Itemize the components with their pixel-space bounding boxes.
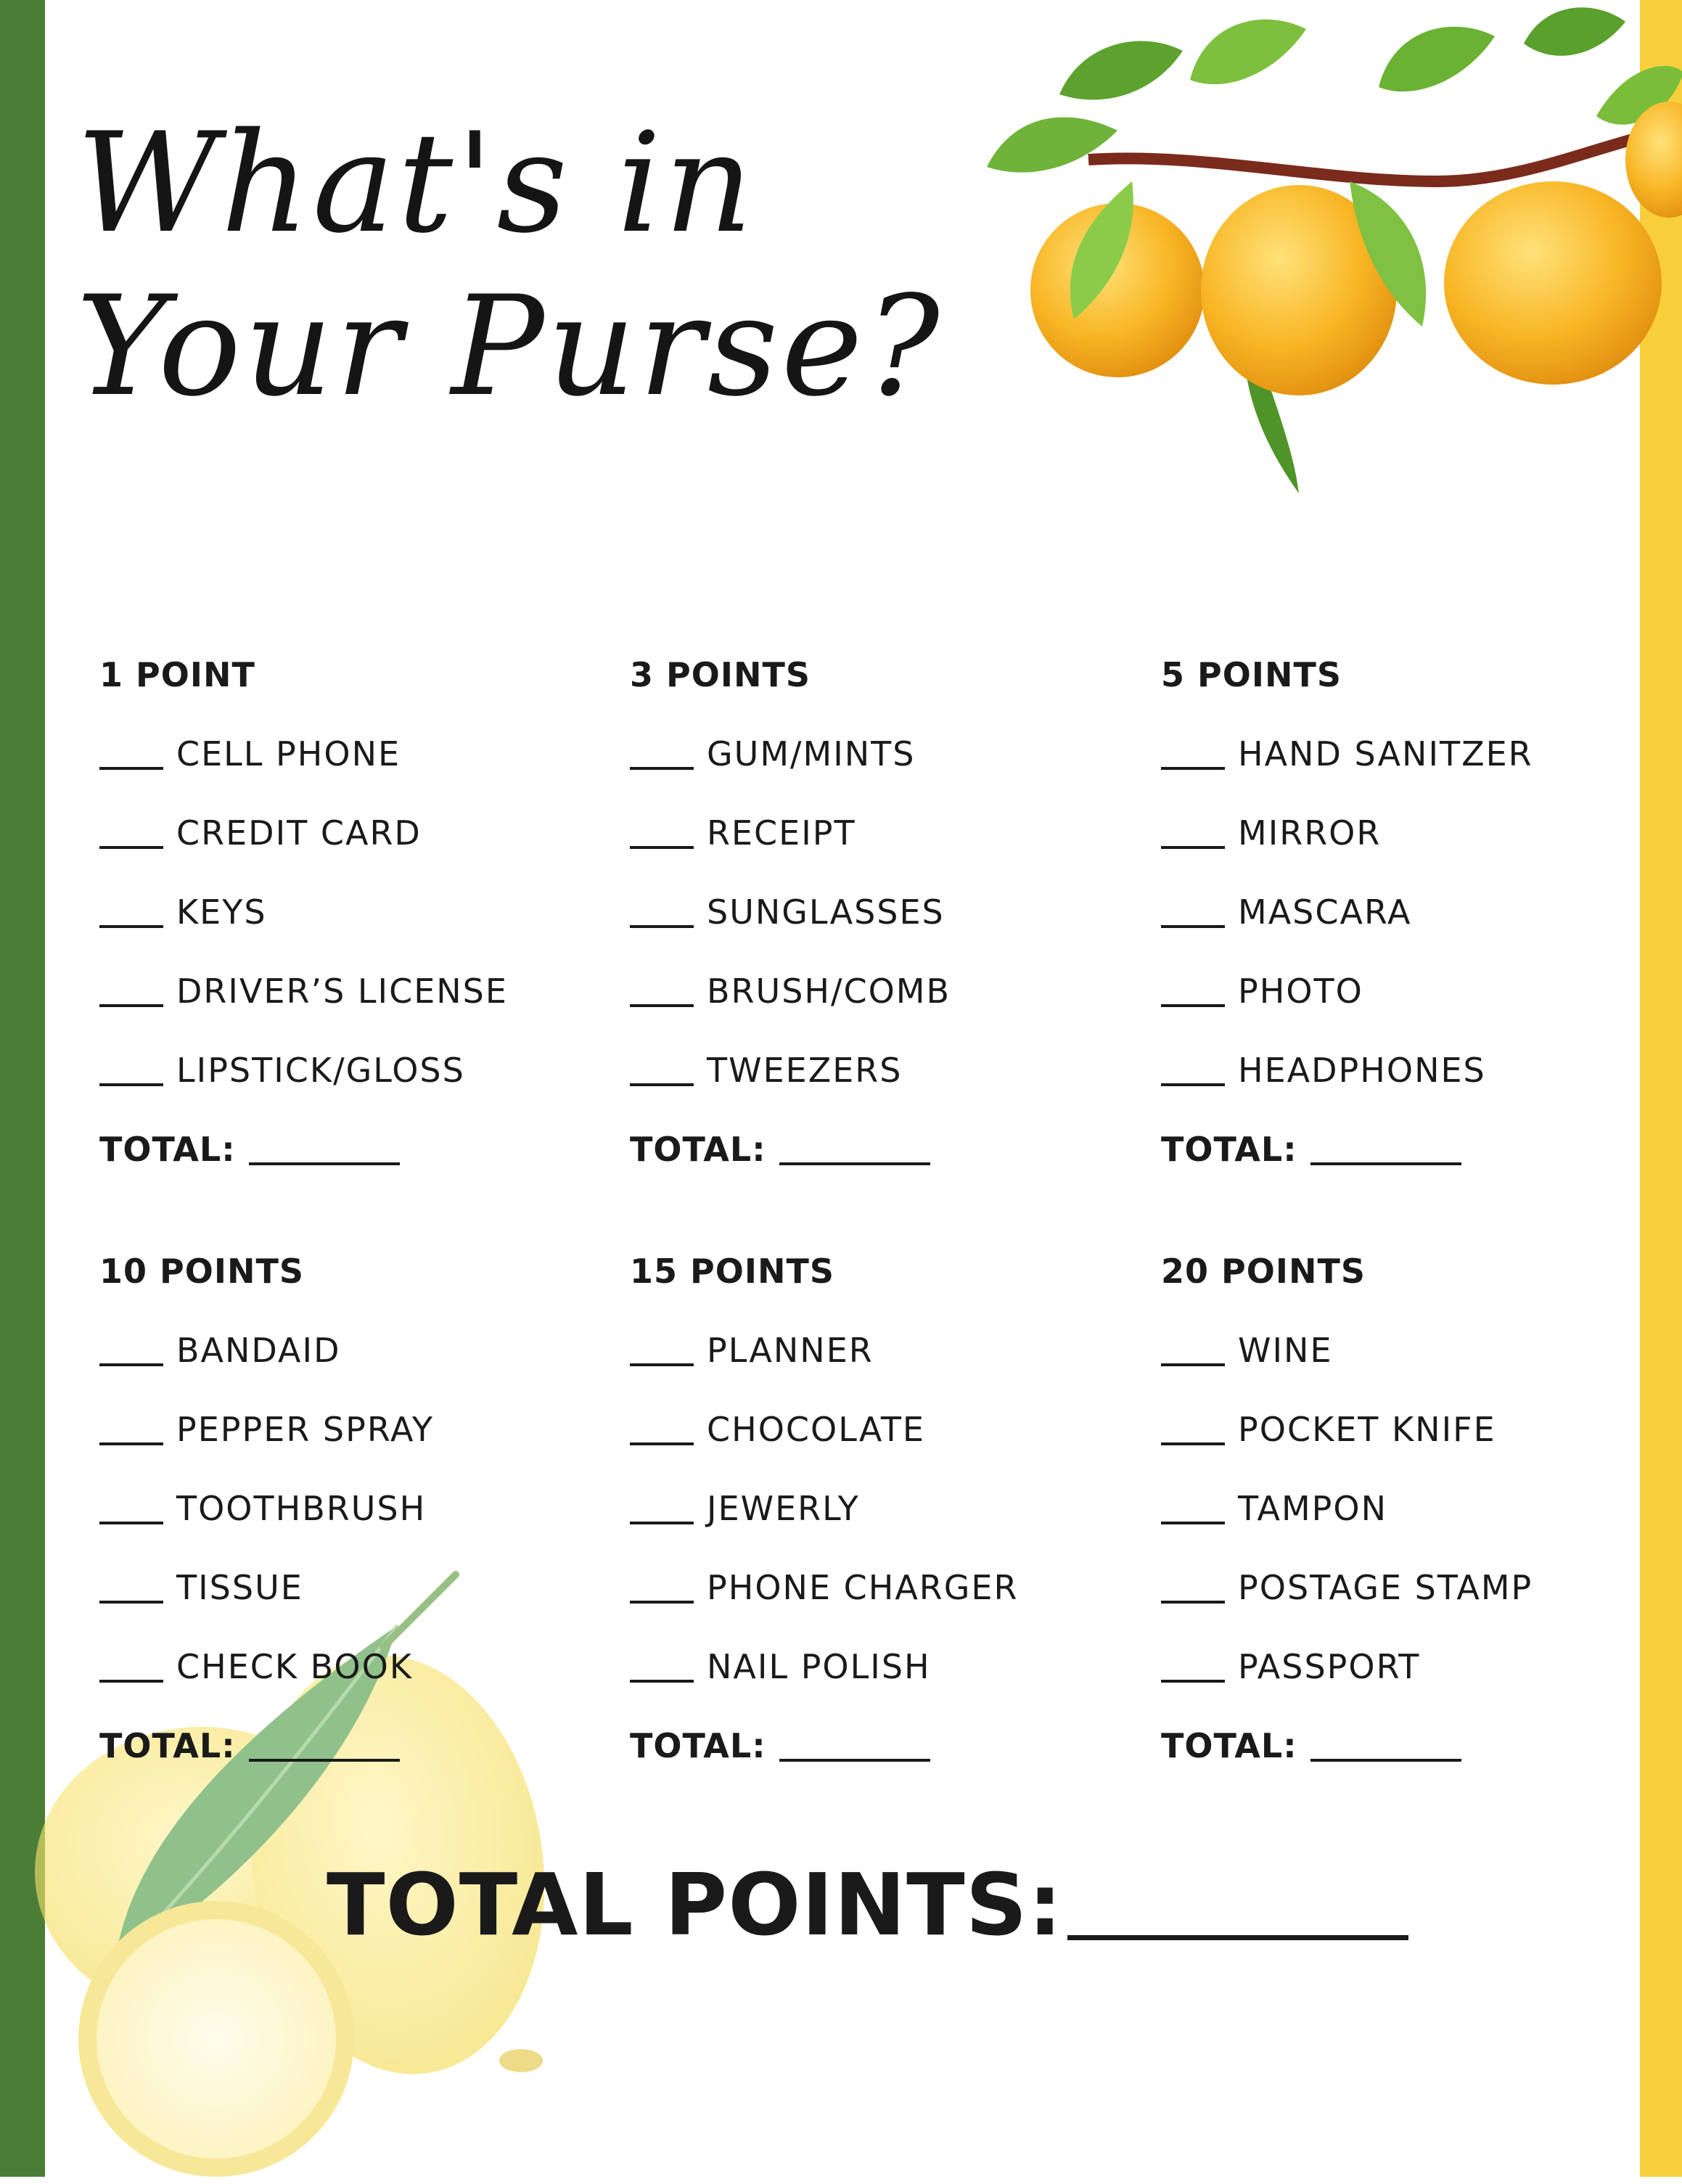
answer-blank[interactable]	[1161, 1442, 1225, 1445]
item-label: KEYS	[176, 892, 267, 932]
category-20-points	[1161, 1253, 1669, 1771]
item-label: CHECK BOOK	[176, 1647, 414, 1686]
answer-blank[interactable]	[99, 767, 163, 770]
grand-total	[327, 1850, 1408, 1959]
item-label: WINE	[1238, 1331, 1333, 1370]
item-label: GUM/MINTS	[707, 734, 916, 773]
list-item	[630, 1490, 1138, 1569]
category-total	[1161, 1728, 1669, 1771]
answer-blank[interactable]	[1161, 846, 1225, 849]
answer-blank[interactable]	[630, 1442, 694, 1445]
item-label: BANDAID	[176, 1331, 341, 1370]
item-label: MIRROR	[1238, 813, 1382, 853]
list-item	[1161, 1052, 1669, 1131]
item-label: TISSUE	[176, 1568, 303, 1607]
answer-blank[interactable]	[1161, 925, 1225, 928]
answer-blank[interactable]	[99, 1083, 163, 1086]
item-label: MASCARA	[1238, 892, 1412, 932]
list-item	[1161, 1411, 1669, 1490]
category-3-points	[630, 657, 1138, 1175]
item-label: PHONE CHARGER	[707, 1568, 1019, 1607]
category-total	[99, 1728, 607, 1771]
answer-blank[interactable]	[630, 1601, 694, 1604]
answer-blank[interactable]	[99, 1680, 163, 1683]
list-item	[630, 1332, 1138, 1411]
answer-blank[interactable]	[630, 1680, 694, 1683]
total-label: TOTAL:	[1161, 1130, 1297, 1169]
list-item	[99, 1052, 607, 1131]
list-item	[1161, 1490, 1669, 1569]
lemon-branch-illustration	[972, 0, 1682, 501]
item-label: PEPPER SPRAY	[176, 1410, 434, 1449]
item-label: SUNGLASSES	[707, 892, 945, 932]
grand-total-label: TOTAL POINTS:	[327, 1855, 1063, 1955]
answer-blank[interactable]	[99, 1442, 163, 1445]
item-label: CHOCOLATE	[707, 1410, 925, 1449]
list-item	[1161, 815, 1669, 894]
item-label: POCKET KNIFE	[1238, 1410, 1496, 1449]
total-label: TOTAL:	[99, 1726, 236, 1765]
list-item	[1161, 736, 1669, 815]
list-item	[1161, 973, 1669, 1052]
category-title: 20 POINTS	[1161, 1252, 1366, 1291]
list-item	[99, 736, 607, 815]
total-blank[interactable]	[249, 1162, 400, 1165]
list-item	[99, 1411, 607, 1490]
total-label: TOTAL:	[99, 1130, 236, 1169]
answer-blank[interactable]	[99, 925, 163, 928]
list-item	[99, 1569, 607, 1649]
item-label: CELL PHONE	[176, 734, 401, 773]
list-item	[1161, 894, 1669, 973]
category-5-points	[1161, 657, 1669, 1175]
answer-blank[interactable]	[630, 1363, 694, 1366]
grand-total-blank[interactable]	[1067, 1935, 1408, 1940]
answer-blank[interactable]	[1161, 1601, 1225, 1604]
category-title: 10 POINTS	[99, 1252, 304, 1291]
answer-blank[interactable]	[630, 767, 694, 770]
category-title: 15 POINTS	[630, 1252, 834, 1291]
total-label: TOTAL:	[630, 1130, 766, 1169]
answer-blank[interactable]	[99, 846, 163, 849]
total-blank[interactable]	[249, 1759, 400, 1762]
item-label: TOOTHBRUSH	[176, 1489, 427, 1528]
answer-blank[interactable]	[1161, 767, 1225, 770]
list-item	[630, 1411, 1138, 1490]
total-label: TOTAL:	[1161, 1726, 1297, 1765]
list-item	[99, 1490, 607, 1569]
list-item	[630, 894, 1138, 973]
item-label: TWEEZERS	[707, 1051, 903, 1090]
category-1-point	[99, 657, 607, 1175]
list-item	[630, 815, 1138, 894]
list-item	[99, 973, 607, 1052]
category-10-points	[99, 1253, 607, 1771]
page-title	[76, 102, 943, 428]
total-blank[interactable]	[779, 1162, 930, 1165]
total-blank[interactable]	[779, 1759, 930, 1762]
total-blank[interactable]	[1310, 1759, 1461, 1762]
answer-blank[interactable]	[630, 1004, 694, 1007]
item-label: JEWERLY	[707, 1489, 860, 1528]
list-item	[99, 1332, 607, 1411]
category-total	[630, 1728, 1138, 1771]
item-label: RECEIPT	[707, 813, 856, 853]
item-label: PASSPORT	[1238, 1647, 1421, 1686]
list-item	[1161, 1569, 1669, 1649]
answer-blank[interactable]	[1161, 1522, 1225, 1524]
answer-blank[interactable]	[1161, 1680, 1225, 1683]
total-blank[interactable]	[1310, 1162, 1461, 1165]
category-total	[1161, 1131, 1669, 1175]
list-item	[1161, 1332, 1669, 1411]
item-label: CREDIT CARD	[176, 813, 422, 853]
item-label: TAMPON	[1238, 1489, 1388, 1528]
category-total	[630, 1131, 1138, 1175]
item-label: DRIVER’S LICENSE	[176, 972, 508, 1011]
title-line-2: Your Purse?	[76, 266, 943, 427]
item-label: NAIL POLISH	[707, 1647, 931, 1686]
answer-blank[interactable]	[630, 1083, 694, 1086]
answer-blank[interactable]	[99, 1522, 163, 1524]
list-item	[630, 1569, 1138, 1649]
list-item	[630, 973, 1138, 1052]
category-15-points	[630, 1253, 1138, 1771]
answer-blank[interactable]	[1161, 1083, 1225, 1086]
answer-blank[interactable]	[630, 1522, 694, 1524]
answer-blank[interactable]	[99, 1363, 163, 1366]
list-item	[99, 815, 607, 894]
answer-blank[interactable]	[1161, 1363, 1225, 1366]
list-item	[1161, 1649, 1669, 1728]
item-label: HEADPHONES	[1238, 1051, 1486, 1090]
item-label: LIPSTICK/GLOSS	[176, 1051, 465, 1090]
answer-blank[interactable]	[630, 846, 694, 849]
title-line-1: What's in	[76, 103, 756, 263]
answer-blank[interactable]	[630, 925, 694, 928]
list-item	[99, 894, 607, 973]
answer-blank[interactable]	[99, 1601, 163, 1604]
category-title: 5 POINTS	[1161, 655, 1342, 694]
list-item	[630, 1052, 1138, 1131]
category-total	[99, 1131, 607, 1175]
category-title: 1 POINT	[99, 655, 255, 694]
item-label: HAND SANITZER	[1238, 734, 1533, 773]
item-label: POSTAGE STAMP	[1238, 1568, 1533, 1607]
item-label: PLANNER	[707, 1331, 874, 1370]
list-item	[630, 1649, 1138, 1728]
list-item	[630, 736, 1138, 815]
answer-blank[interactable]	[1161, 1004, 1225, 1007]
category-title: 3 POINTS	[630, 655, 811, 694]
list-item	[99, 1649, 607, 1728]
item-label: PHOTO	[1238, 972, 1363, 1011]
total-label: TOTAL:	[630, 1726, 766, 1765]
answer-blank[interactable]	[99, 1004, 163, 1007]
item-label: BRUSH/COMB	[707, 972, 951, 1011]
